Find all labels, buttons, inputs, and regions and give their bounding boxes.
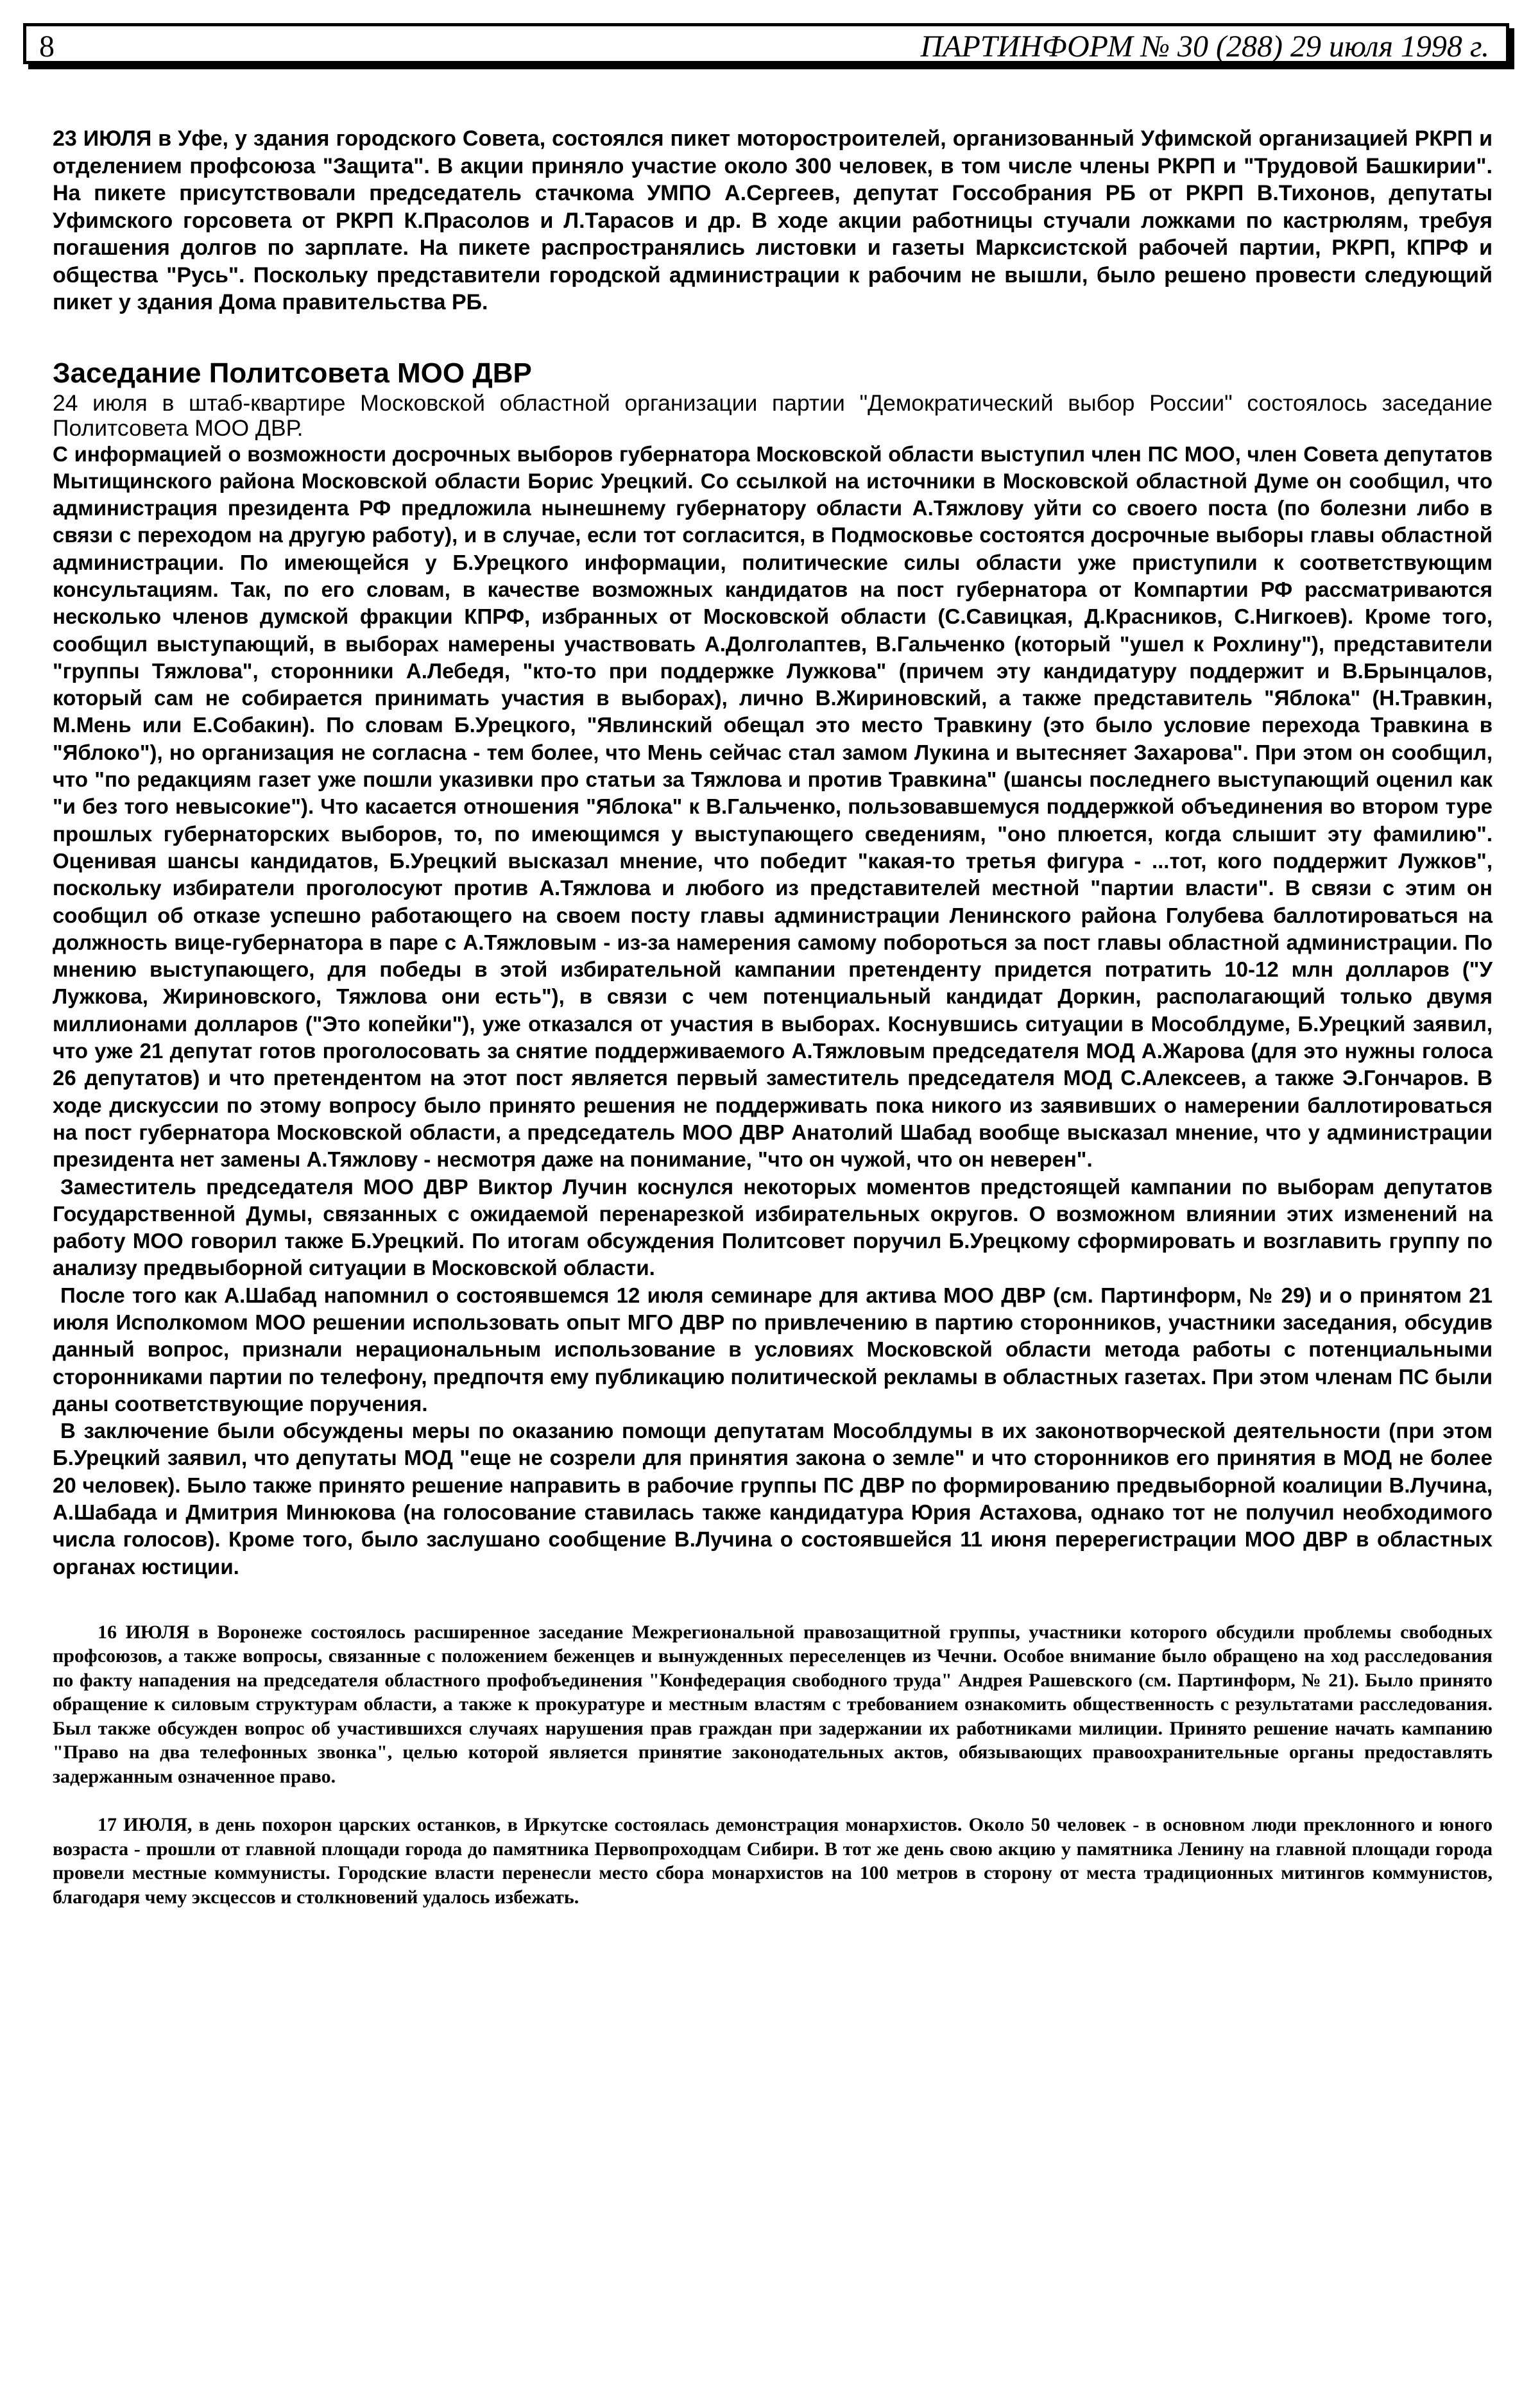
page-number: 8	[39, 30, 55, 64]
page-content	[53, 125, 1493, 1909]
news-item: 17 ИЮЛЯ, в день похорон царских останков, в Иркутске состоялась демонстрация монархистов. Около 50 человек - в основном люди преклонного и юного возраста - прошли от главной площади города до памятника Первопроходцам Сибири. В тот же день свою акцию у памятника Ленину на главной площади города провели местные коммунисты. Городские власти перенесли место сбора монархистов на 100 метров в сторону от места традиционных митингов коммунистов, благодаря чему эксцессов и столкновений удалось избежать.	[53, 1814, 1493, 1908]
section-paragraph: Заместитель председателя МОО ДВР Виктор Лучин коснулся некоторых моментов предстоящей кампании по выборам депутатов Государственной Думы, связанных с ожидаемой перенарезкой избирательных округов. О возможном влиянии этих изменений на работу МОО говорил также Б.Урецкий. По итогам обсуждения Политсовет поручил Б.Урецкому сформировать и возглавить группу по анализу предвыборной ситуации в Московской области.	[53, 1174, 1493, 1280]
section-title: Заседание Политсовета МОО ДВР	[53, 357, 532, 389]
section-intro: 24 июля в штаб-квартире Московской областной организации партии "Демократический выбор России" состоялось заседание Политсовета МОО ДВР.	[53, 390, 1493, 441]
news-item: 16 ИЮЛЯ в Воронеже состоялось расширенное заседание Межрегиональной правозащитной группы, участники которого обсудили проблемы свободных профсоюзов, а также вопросы, связанные с положением беженцев и вынужденных переселенцев из Чечни. Особое внимание было обращено на ход расследования по факту нападения на председателя областного профобъединения "Конфедерация свободного труда" Андрея Рашевского (см. Партинформ, № 21). Было принято обращение к силовым структурам области, а также к прокуратуре и местным властям с требованием ознакомить общественность с результатами расследования. Был также обсужден вопрос об участившихся случаях нарушения прав граждан при задержании их работниками милиции. Принято решение начать кампанию "Право на два телефонных звонка", целью которой является принятие законодательных актов, обязывающих правоохранительные органы предоставлять задержанным означенное право.	[53, 1621, 1493, 1787]
section-paragraph: С информацией о возможности досрочных выборов губернатора Московской области выступил член ПС МОО, член Совета депутатов Мытищинского района Московской области Борис Урецкий. Со ссылкой на источники в Московской областной Думе он сообщил, что администрация президента РФ предложила нынешнему губернатору области А.Тяжлову уйти со своего поста (по болезни либо в связи с переходом на другую работу), и в случае, если тот согласится, в Подмосковье состоятся досрочные выборы главы областной администрации. По имеющейся у Б.Урецкого информации, политические силы области уже приступили к соответствующим консультациям. Так, по его словам, в качестве возможных кандидатов на пост губернатора от Компартии РФ рассматриваются несколько членов думской фракции КПРФ, избранных от Московской области (С.Савицкая, Д.Красников, С.Нигкоев). Кроме того, сообщил выступающий, в выборах намерены участвовать А.Долголаптев, В.Гальченко (который "ушел к Рохлину"), представители "группы Тяжлова", сторонники А.Лебедя, "кто-то при поддержке Лужкова" (причем эту кандидатуру поддержит и В.Брынцалов, который сам не собирается принимать участия в выборах), лично В.Жириновский, а также представитель "Яблока" (Н.Травкин, М.Мень или Е.Собакин). По словам Б.Урецкого, "Явлинский обещал это место Травкину (это было условие перехода Травкина в "Яблоко"), но организация не согласна - тем более, что Мень сейчас стал замом Лукина и вытесняет Захарова". При этом он сообщил, что "по редакциям газет уже пошли указивки про статьи за Тяжлова и против Травкина" (шансы последнего выступающий оценил как "и без того невысокие"). Что касается отношения "Яблока" к В.Гальченко, пользовавшемуся поддержкой объединения во втором туре прошлых губернаторских выборов, то, по имеющимся у выступающего сведениям, "оно плюется, когда слышит эту фамилию". Оценивая шансы кандидатов, Б.Урецкий высказал мнение, что победит "какая-то третья фигура - ...тот, кого поддержит Лужков", поскольку избиратели проголосуют против А.Тяжлова и любого из представителей местной "партии власти". В связи с этим он сообщил об отказе успешно работающего на своем посту главы администрации Ленинского района Голубева баллотироваться на должность вице-губернатора в паре с А.Тяжловым - из-за намерения самому побороться за пост главы областной администрации. По мнению выступающего, для победы в этой избирательной кампании претенденту придется потратить 10-12 млн долларов ("У Лужкова, Жириновского, Тяжлова они есть"), в связи с чем потенциальный кандидат Доркин, располагающий только двумя миллионами долларов ("Это копейки"), уже отказался от участия в выборах. Коснувшись ситуации в Мособлдуме, Б.Урецкий заявил, что уже 21 депутат готов проголосовать за снятие поддерживаемого А.Тяжловым председателя МОД А.Жарова (для это нужны голоса 26 депутатов) и что претендентом на этот пост является первый заместитель председателя МОД С.Алексеев, а также Э.Гончаров. В ходе дискуссии по этому вопросу было принято решения не поддерживать пока никого из заявивших о намерении баллотироваться на пост губернатора Московской области, а председатель МОО ДВР Анатолий Шабад вообще высказал мнение, что у администрации президента нет замены А.Тяжлову - несмотря даже на понимание, "что он чужой, что он неверен".	[53, 441, 1493, 1172]
lead-article: 23 ИЮЛЯ в Уфе, у здания городского Совета, состоялся пикет моторостроителей, организованный Уфимской организацией РКРП и отделением профсоюза "Защита". В акции приняло участие около 300 человек, в том числе члены РКРП и "Трудовой Башкирии". На пикете присутствовали председатель стачкома УМПО А.Сергеев, депутат Госсобрания РБ от РКРП В.Тихонов, депутаты Уфимского горсовета от РКРП К.Прасолов и Л.Тарасов и др. В ходе акции работницы стучали ложками по кастрюлям, требуя погашения долгов по зарплате. На пикете распространялись листовки и газеты Марксистской рабочей партии, РКРП, КПРФ и общества "Русь". Поскольку представители городской администрации к рабочим не вышли, было решено провести следующий пикет у здания Дома правительства РБ.	[53, 126, 1493, 314]
section-paragraph: В заключение были обсуждены меры по оказанию помощи депутатам Мособлдумы в их законотворческой деятельности (при этом Б.Урецкий заявил, что депутаты МОД "еще не созрели для принятия закона о земле" и что сторонников его принятия в МОД не более 20 человек). Было также принято решение направить в рабочие группы ПС ДВР по формированию предвыборной коалиции В.Лучина, А.Шабада и Дмитрия Минюкова (на голосование ставилась также кандидатура Юрия Астахова, однако тот не получил необходимого числа голосов). Кроме того, было заслушано сообщение В.Лучина о состоявшейся 11 июня перерегистрации МОО ДВР в областных органах юстиции.	[53, 1419, 1493, 1579]
section-paragraph: После того как А.Шабад напомнил о состоявшемся 12 июля семинаре для актива МОО ДВР (см. Партинформ, № 29) и о принятом 21 июля Исполкомом МОО решении использовать опыт МГО ДВР по привлечению в партию сторонников, участники заседания, обсудив данный вопрос, признали нерациональным использование в условиях Московской области метода работы с потенциальными сторонниками партии по телефону, предпочтя ему публикацию политической рекламы в областных газетах. При этом членам ПС были даны соответствующие поручения.	[53, 1283, 1493, 1416]
page-header	[23, 23, 1509, 64]
publication-title: ПАРТИНФОРМ № 30 (288) 29 июля 1998 г.	[920, 30, 1489, 64]
